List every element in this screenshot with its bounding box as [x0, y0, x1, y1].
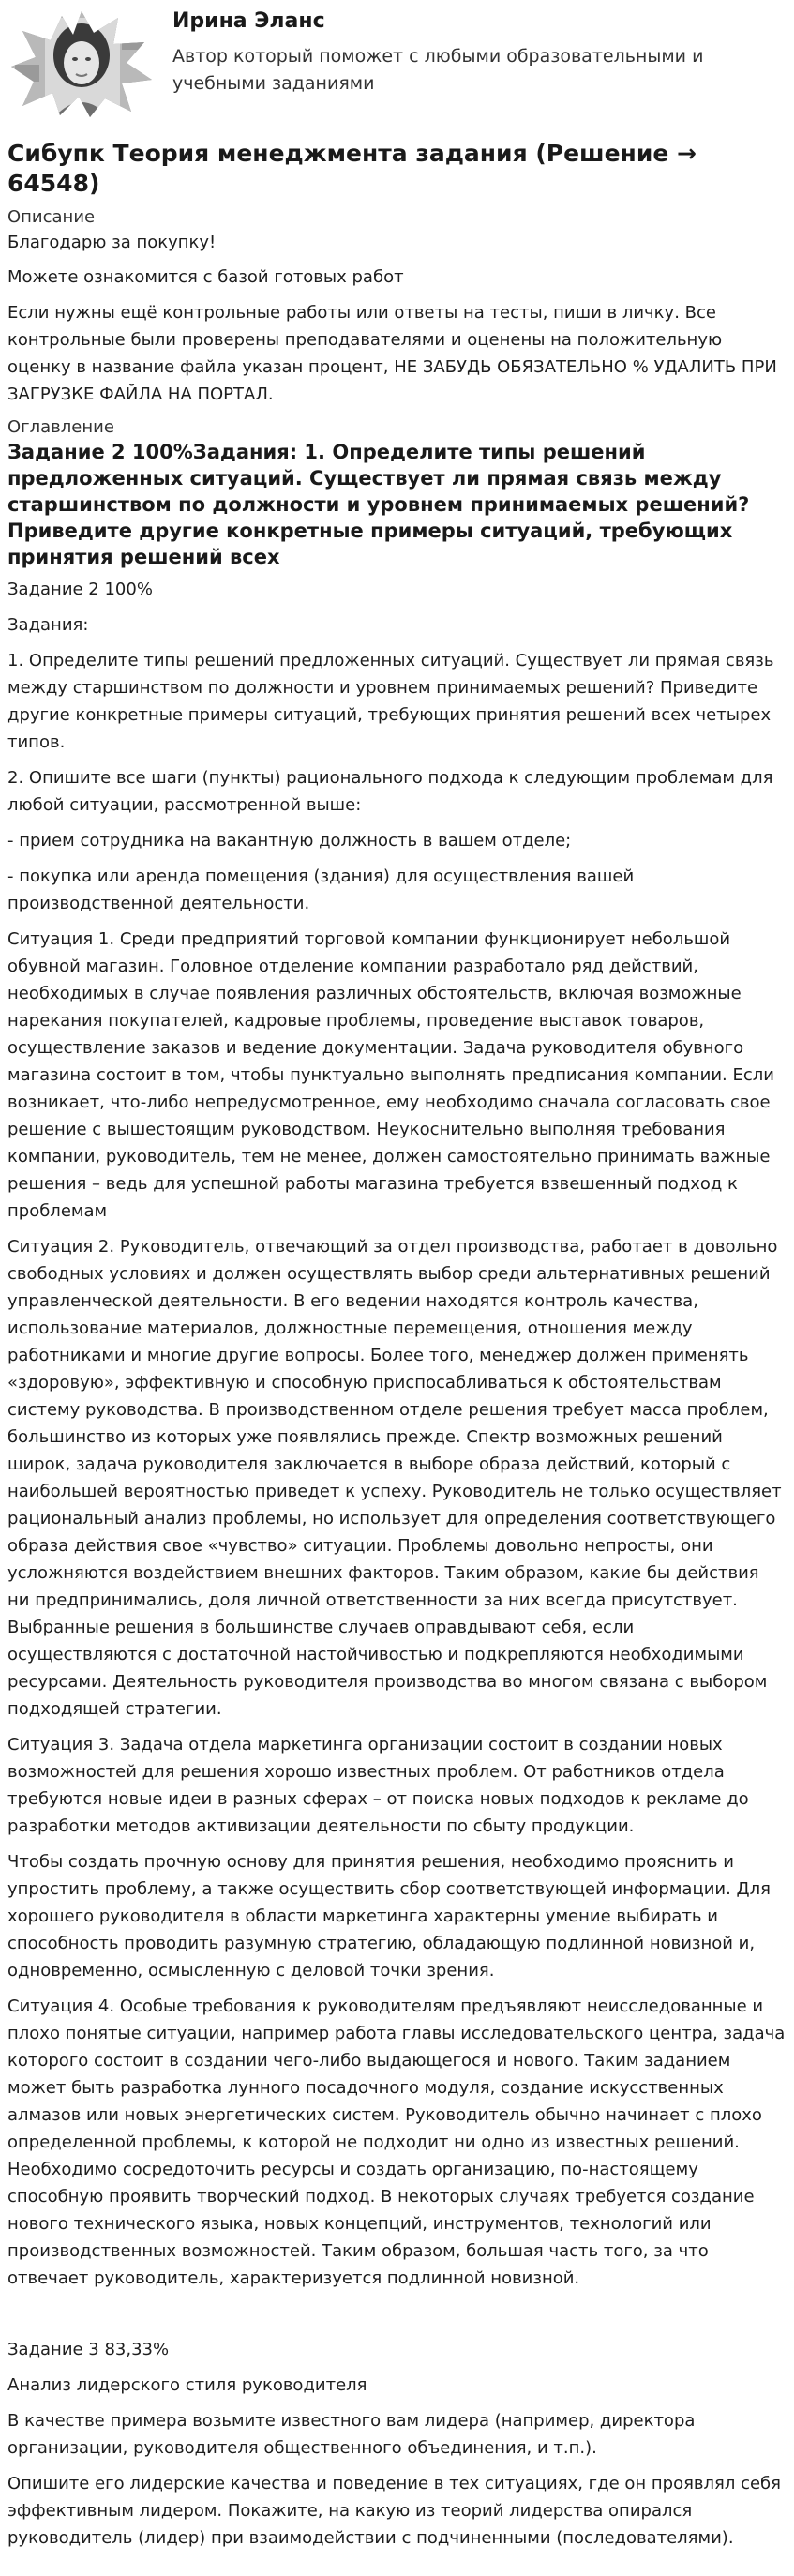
- situation-4: Ситуация 4. Особые требования к руководителям предъявляют неисследованные и плохо понятые ситуации, например работа главы исследовательского центра, задача которого состоит в создании чего-либо выдающегося и нового. Таким заданием может быть разработка лунного посадочного модуля, создание искусственных алмазов или новых энергетических систем. Руководитель обычно начинает с плохо определенной проблемы, к которой не подходит ни одно из известных решений. Необходимо сосредоточить ресурсы и создать организацию, по-настоящему способную проявить творческий подход. В некоторых случаях требуется создание нового технического языка, новых концепций, инструментов, технологий или производственных возможностей. Таким образом, большая часть того, за что отвечает руководитель, характеризуется подлинной новизной.: [7, 1996, 786, 2288]
- toc-label: Оглавление: [7, 417, 114, 437]
- bullet-hiring: - прием сотрудника на вакантную должность в вашем отделе;: [7, 831, 572, 851]
- task3-label: Задание 3 83,33%: [7, 2340, 170, 2359]
- task3-paragraph-1: В качестве примера возьмите известного вам лидера (например, директора организации, руководителя общественного объединения, и т.п.).: [7, 2411, 696, 2458]
- question-1: 1. Определите типы решений предложенных ситуаций. Существует ли прямая связь между старшинством по должности и уровнем принимаемых решений? Приведите другие конкретные примеры ситуаций, требующих принятия решений всех четырех типов.: [7, 651, 774, 752]
- description-label: Описание: [7, 207, 96, 227]
- task3-title: Анализ лидерского стиля руководителя: [7, 2375, 367, 2395]
- author-avatar[interactable]: [7, 8, 156, 119]
- task3-paragraph-2: Опишите его лидерские качества и поведение в тех ситуациях, где он проявлял себя эффективным лидером. Покажите, на какую из теорий лидерства опирался руководитель (лидер) при взаимодействии с подчиненными (последователями).: [7, 2474, 781, 2548]
- contact-note: Если нужны ещё контрольные работы или ответы на тесты, пиши в личку. Все контрольные были проверены преподавателями и оценены на положительную оценку в название файла указан процент, НЕ ЗАБУДЬ ОБЯЗАТЕЛЬНО % УДАЛИТЬ ПРИ ЗАГРУЗКЕ ФАЙЛА НА ПОРТАЛ.: [7, 303, 777, 404]
- situation-3: Ситуация 3. Задача отдела маркетинга организации состоит в создании новых возможностей для решения хорошо известных проблем. От работников отдела требуются новые идеи в разных сферах – от поиска новых подходов к рекламе до разработки методов активизации деятельности по сбыту продукции.: [7, 1735, 749, 1836]
- author-header: [7, 0, 786, 126]
- situation-3-continued: Чтобы создать прочную основу для принятия решения, необходимо прояснить и упростить проблему, а также осуществить сбор соответствующей информации. Для хорошего руководителя в области маркетинга характерны умение выбирать и способность проводить разумную стратегию, обладающую подлинной новизной и, одновременно, осмысленную с деловой точки зрения.: [7, 1852, 771, 1981]
- author-description: Автор который поможет с любыми образовательными и учебными заданиями: [172, 46, 704, 94]
- author-name[interactable]: Ирина Эланс: [172, 9, 325, 33]
- bullet-premises: - покупка или аренда помещения (здания) для осуществления вашей производственной деятельности.: [7, 866, 635, 913]
- task2-label: Задание 2 100%: [7, 580, 153, 599]
- database-note: Можете ознакомится с базой готовых работ: [7, 267, 404, 287]
- page-title: Сибупк Теория менеджмента задания (Решение → 64548): [7, 140, 697, 197]
- situation-2: Ситуация 2. Руководитель, отвечающий за отдел производства, работает в довольно свободных условиях и должен осуществлять выбор среди альтернативных решений управленческой деятельности. В его ведении находятся контроль качества, использование материалов, должностные перемещения, отношения между работниками и многие другие вопросы. Более того, менеджер должен применять «здоровую», эффективную и способную приспосабливаться к обстоятельствам систему руководства. В производственном отделе решения требует масса проблем, большинство из которых уже появлялись прежде. Спектр возможных решений широк, задача руководителя заключается в выборе образа действий, который с наибольшей вероятностью приведет к успеху. Руководитель не только осуществляет рациональный анализ проблемы, но использует для определения соответствующего образа действия свое «чувство» ситуации. Проблемы довольно непросты, они усложняются воздействием внешних факторов. Таким образом, какие бы действия ни предпринимались, доля личной ответственности за них всегда присутствует. Выбранные решения в большинстве случаев оправдывают себя, если осуществляются с достаточной настойчивостью и подкрепляются необходимыми ресурсами. Деятельность руководителя производства во многом связана с выбором подходящей стратегии.: [7, 1237, 782, 1719]
- tasks-label: Задания:: [7, 615, 89, 635]
- thanks-text: Благодарю за покупку!: [7, 233, 217, 252]
- toc-heading: Задание 2 100%Задания: 1. Определите типы решений предложенных ситуаций. Существует ли прямая связь между старшинством по должности и уровнем принимаемых решений? Приведите другие конкретные примеры ситуаций, требующих принятия решений всех: [7, 441, 750, 568]
- situation-1: Ситуация 1. Среди предприятий торговой компании функционирует небольшой обувной магазин. Головное отделение компании разработало ряд действий, необходимых в случае появления различных обстоятельств, включая возможные нарекания покупателей, кадровые проблемы, проведение выставок товаров, осуществление заказов и ведение документации. Задача руководителя обувного магазина состоит в том, чтобы пунктуально выполнять предписания компании. Если возникает, что-либо непредусмотренное, ему необходимо сначала согласовать свое решение с вышестоящим руководством. Неукоснительно выполняя требования компании, руководитель, тем не менее, должен самостоятельно принимать важные решения – ведь для успешной работы магазина требуется взвешенный подход к проблемам: [7, 929, 774, 1221]
- question-2: 2. Опишите все шаги (пункты) рационального подхода к следующим проблемам для любой ситуации, рассмотренной выше:: [7, 768, 773, 815]
- author-info: [172, 8, 726, 98]
